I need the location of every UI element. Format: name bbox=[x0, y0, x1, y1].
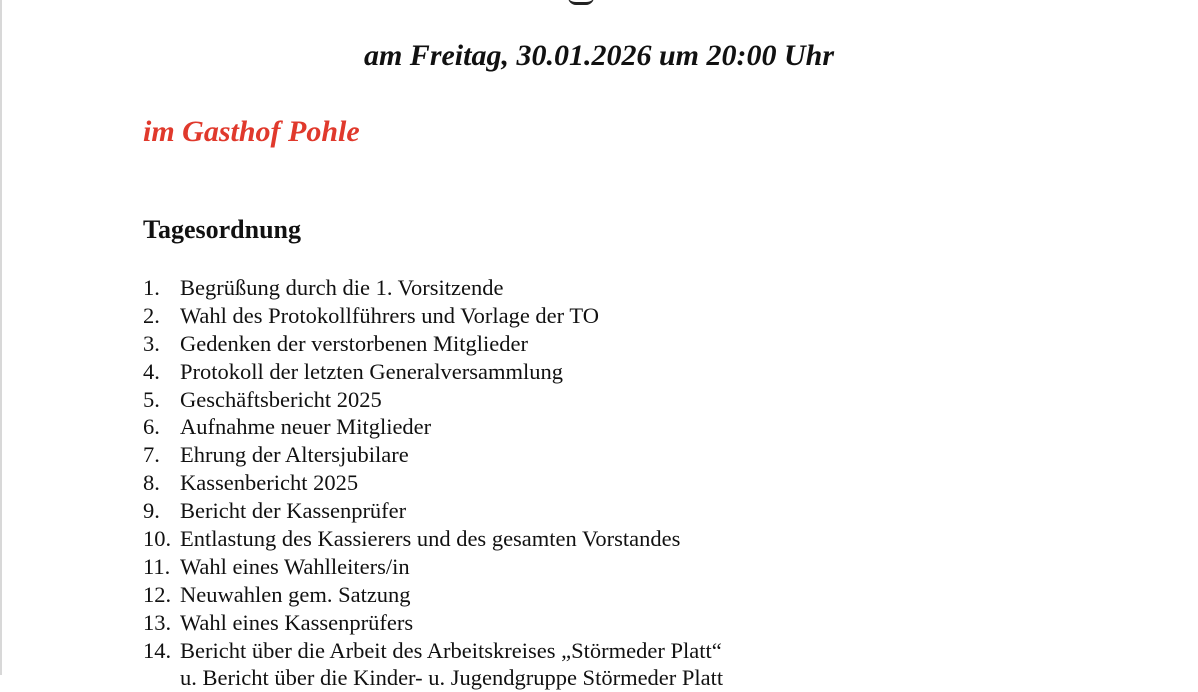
agenda-item bbox=[143, 358, 723, 386]
agenda-item bbox=[143, 525, 723, 553]
agenda-item-number: 5. bbox=[143, 386, 160, 412]
agenda-item-text: Ehrung der Altersjubilare bbox=[180, 442, 409, 468]
agenda-item bbox=[143, 413, 723, 441]
agenda-item-number: 11. bbox=[143, 553, 171, 579]
agenda-item-number: 2. bbox=[143, 302, 160, 328]
agenda-list bbox=[143, 274, 723, 692]
agenda-item bbox=[143, 386, 723, 414]
agenda-item-number: 3. bbox=[143, 330, 160, 356]
agenda-item-text: Protokoll der letzten Generalversammlung bbox=[180, 358, 564, 384]
agenda-item-text: u. Bericht über die Kinder- u. Jugendgruppe Störmeder Platt bbox=[180, 665, 724, 691]
agenda-item bbox=[143, 330, 723, 358]
meeting-venue: im Gasthof Pohle bbox=[143, 115, 360, 148]
agenda-item-text: Aufnahme neuer Mitglieder bbox=[180, 414, 432, 440]
agenda-item-number: 10. bbox=[143, 526, 172, 552]
agenda-item bbox=[143, 469, 723, 497]
agenda-item-number: 1. bbox=[143, 275, 160, 300]
agenda-item-text: Entlastung des Kassierers und des gesamten Vorstandes bbox=[180, 526, 681, 552]
agenda-heading: Tagesordnung bbox=[143, 215, 301, 244]
agenda-item-number: 14. bbox=[143, 637, 172, 663]
agenda-item-number bbox=[143, 664, 180, 692]
agenda-item bbox=[143, 441, 723, 469]
agenda-item bbox=[143, 553, 723, 581]
agenda-item-number: 13. bbox=[143, 609, 172, 635]
agenda-item-number: 9. bbox=[143, 498, 160, 524]
agenda-item-text: Wahl eines Wahlleiters/in bbox=[180, 553, 410, 579]
agenda-item-text: Neuwahlen gem. Satzung bbox=[180, 581, 411, 607]
agenda-item bbox=[143, 609, 723, 637]
agenda-item-text: Wahl eines Kassenprüfers bbox=[180, 609, 414, 635]
agenda-item bbox=[143, 497, 723, 525]
agenda-item-text: Kassenbericht 2025 bbox=[180, 470, 359, 496]
agenda-item-text: Begrüßung durch die 1. Vorsitzende bbox=[180, 275, 504, 300]
agenda-item-number: 6. bbox=[143, 414, 160, 440]
agenda-item bbox=[143, 302, 723, 330]
agenda-item bbox=[143, 274, 723, 302]
page-left-border bbox=[0, 0, 2, 675]
agenda-item-text: Gedenken der verstorbenen Mitglieder bbox=[180, 330, 528, 356]
cropped-top-text-fragment bbox=[568, 0, 594, 5]
meeting-date-line: am Freitag, 30.01.2026 um 20:00 Uhr bbox=[363, 39, 835, 72]
agenda-item-text: Bericht der Kassenprüfer bbox=[180, 498, 407, 524]
agenda-item bbox=[143, 664, 723, 692]
agenda-item bbox=[143, 581, 723, 609]
agenda-item-number: 7. bbox=[143, 442, 160, 468]
agenda-item-number: 4. bbox=[143, 358, 160, 384]
agenda-item-text: Geschäftsbericht 2025 bbox=[180, 386, 382, 412]
agenda-item-number: 12. bbox=[143, 581, 172, 607]
agenda-item-text: Bericht über die Arbeit des Arbeitskreises „Störmeder Platt“ bbox=[180, 637, 722, 663]
agenda-item bbox=[143, 637, 723, 665]
agenda-item-number: 8. bbox=[143, 470, 160, 496]
agenda-item-text: Wahl des Protokollführers und Vorlage der TO bbox=[180, 302, 599, 328]
